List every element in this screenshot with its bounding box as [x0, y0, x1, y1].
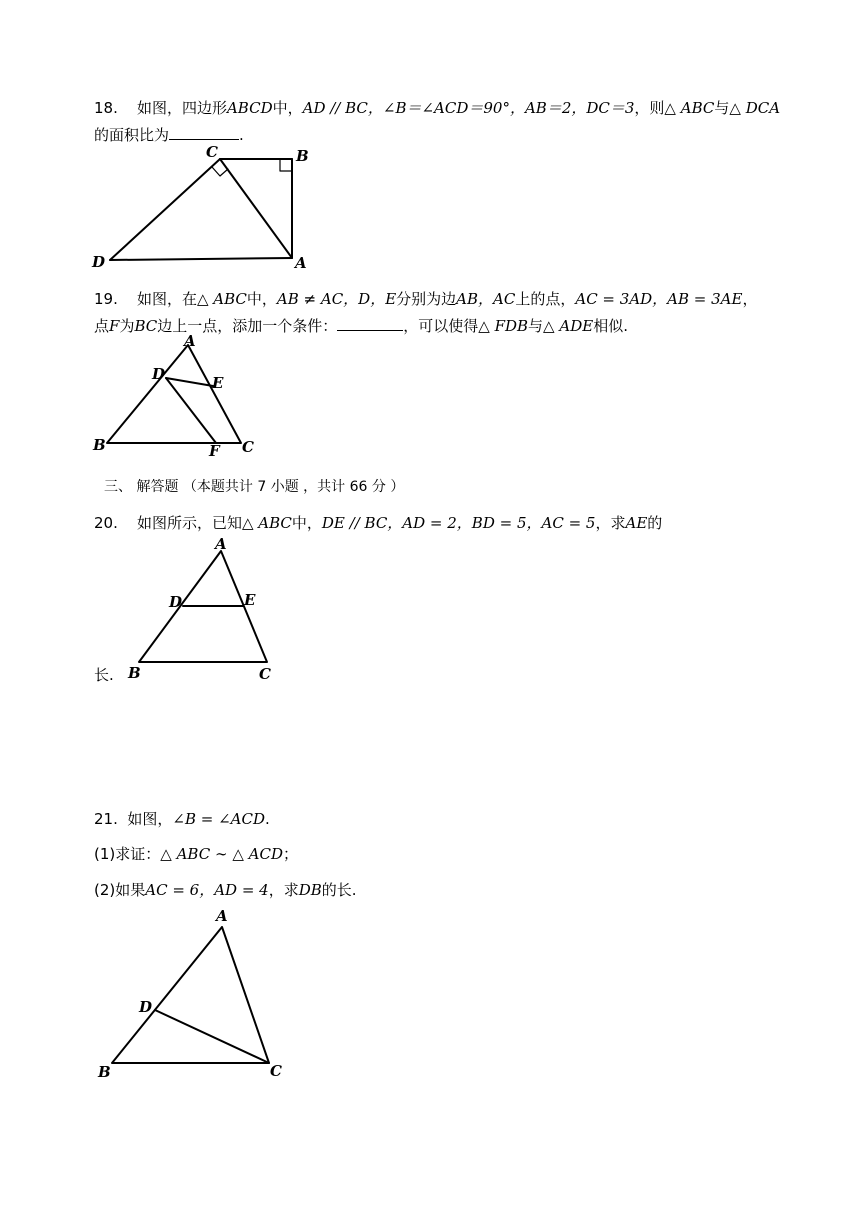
q21-text: . — [265, 810, 270, 828]
q19-number: 19. — [94, 290, 118, 308]
label-d: D — [169, 593, 183, 611]
q20-math: DE // BC，AD = 2，BD = 5，AC = 5 — [321, 514, 596, 532]
label-a: A — [216, 907, 228, 925]
segment-dc — [110, 159, 220, 260]
q19-text: ， — [742, 290, 758, 308]
q21-math: ∠B = ∠ACD — [172, 810, 266, 828]
q18-figure — [90, 145, 320, 275]
label-d: D — [92, 253, 106, 271]
label-b: B — [98, 1063, 111, 1081]
q21-text: (1)求证：△ — [94, 845, 172, 863]
label-d: D — [152, 365, 166, 383]
q20-figure — [125, 535, 285, 685]
q19-math: F — [109, 317, 120, 335]
q18-text: ，则△ — [634, 99, 676, 117]
label-a: A — [215, 535, 227, 553]
label-a: A — [295, 254, 307, 272]
label-b: B — [296, 147, 309, 165]
label-c: C — [270, 1062, 282, 1080]
q20-text: ，求 — [595, 514, 626, 532]
segment-da — [110, 258, 292, 260]
q21-text: △ — [232, 845, 244, 863]
q19-text: 点 — [94, 317, 110, 335]
q19-figure — [90, 332, 270, 465]
q19-math: AB ≠ AC，D，E — [276, 290, 397, 308]
q21-text: 的长. — [321, 881, 357, 899]
q20-text: 如图所示，已知△ — [136, 514, 254, 532]
q21-text: (2)如果 — [94, 881, 146, 899]
q18-math: AD // BC，∠B＝∠ACD＝90°，AB＝2，DC＝3 — [302, 99, 635, 117]
q20-line-2: 长. — [94, 666, 114, 684]
q21-line-2 — [94, 843, 298, 865]
q19-text: 上的点， — [515, 290, 576, 308]
q21-math: DB — [298, 881, 322, 899]
q18-text: . — [239, 126, 244, 144]
segment-df — [166, 378, 216, 443]
q21-text: ，求 — [268, 881, 299, 899]
q19-text: 中， — [246, 290, 277, 308]
q21-math: ABC ∼ — [176, 845, 228, 863]
q19-math: ABC — [213, 290, 247, 308]
q18-math: ABC — [680, 99, 715, 117]
label-e: E — [212, 374, 224, 392]
section-heading: 三、 解答题 （本题共计 7 小题 ，共计 66 分 ） — [104, 479, 405, 495]
q21-math: AC = 6，AD = 4 — [145, 881, 269, 899]
q19-line-1 — [94, 288, 757, 310]
q18-text: 如图，四边形 — [136, 99, 227, 117]
label-b: B — [128, 664, 141, 682]
answer-blank[interactable] — [337, 314, 403, 331]
q18-number: 18. — [94, 99, 118, 117]
q18-text: 与△ — [714, 99, 741, 117]
q21-figure — [95, 905, 295, 1090]
q21-text: 如图， — [127, 810, 173, 828]
segment-ca — [220, 159, 292, 258]
q20-line-1 — [94, 512, 662, 534]
q21-math: ACD — [248, 845, 283, 863]
right-angle-mark-b — [280, 159, 292, 171]
q18-line-1 — [94, 97, 780, 119]
q21-line-1 — [94, 808, 270, 830]
label-c: C — [259, 665, 271, 683]
q19-math: AC = 3AD，AB = 3AE — [575, 290, 743, 308]
q20-math: AE — [625, 514, 648, 532]
q18-line-2 — [94, 123, 244, 146]
q18-math: DCA — [745, 99, 781, 117]
q18-text: 中， — [272, 99, 303, 117]
label-d: D — [139, 998, 153, 1016]
triangle-abc — [107, 345, 241, 443]
segment-dc — [155, 1010, 269, 1063]
q21-number: 21. — [94, 810, 118, 828]
answer-blank[interactable] — [169, 123, 239, 140]
q19-math: FDB — [494, 317, 529, 335]
q20-number: 20. — [94, 514, 118, 532]
triangle-abc — [112, 927, 269, 1063]
q19-text: 边上一点，添加一个条件： — [157, 317, 338, 335]
q19-text: ，可以使得△ — [403, 317, 490, 335]
label-f: F — [209, 442, 220, 460]
q19-text: 分别为边 — [396, 290, 457, 308]
q18-math: ABCD — [226, 99, 273, 117]
q19-text: 相似. — [593, 317, 628, 335]
q19-line-2 — [94, 314, 628, 337]
q21-text: ； — [282, 845, 298, 863]
q19-text: 如图，在△ — [136, 290, 209, 308]
q20-text: 中， — [291, 514, 322, 532]
label-c: C — [242, 438, 254, 456]
q21-line-3 — [94, 879, 357, 901]
q20-text: 的 — [647, 514, 663, 532]
q19-math: ADE — [559, 317, 594, 335]
q19-math: AB，AC — [456, 290, 516, 308]
q19-text: 为 — [119, 317, 135, 335]
label-c: C — [206, 143, 218, 161]
q19-text: 与△ — [528, 317, 555, 335]
label-b: B — [93, 436, 106, 454]
q20-math: ABC — [258, 514, 292, 532]
q18-text: 的面积比为 — [94, 126, 170, 144]
label-a: A — [184, 332, 196, 350]
label-e: E — [244, 591, 256, 609]
q19-math: BC — [134, 317, 158, 335]
